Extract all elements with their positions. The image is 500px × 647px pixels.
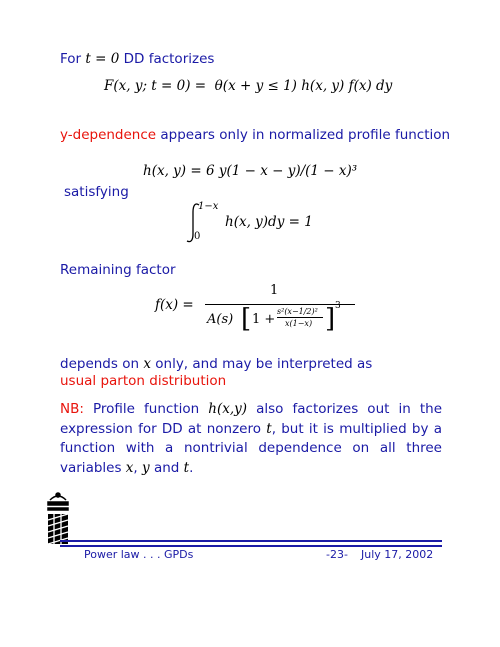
denominator-one-plus: 1 + (252, 312, 276, 327)
intro-line: For t = 0 DD factorizes (60, 51, 215, 67)
footer-page-number: -23- (326, 548, 348, 561)
integral-upper-limit: 1−x (198, 201, 219, 212)
equation-factorization: F(x, y; t = 0) = θ(x + y ≤ 1) h(x, y) f(x) dy (104, 78, 393, 94)
footer-date: July 17, 2002 (361, 548, 434, 561)
exponent: 3 (335, 301, 341, 311)
denominator-A: A(s) (207, 312, 234, 327)
integral-lower-limit: 0 (194, 231, 201, 242)
footer-rule-bottom (60, 545, 442, 547)
footer-title: Power law . . . GPDs (84, 548, 194, 561)
equation-normalization (185, 200, 345, 245)
remaining-factor-label: Remaining factor (60, 262, 176, 278)
t-eq-zero: t = 0 (85, 51, 120, 67)
fraction-numerator: 1 (270, 283, 279, 298)
satisfying-label: satisfying (64, 184, 129, 200)
footer-rule-top (60, 540, 442, 542)
left-bracket: [ (241, 304, 252, 334)
integral-body: h(x, y)dy = 1 (225, 214, 313, 230)
depends-on-text: depends on x only, and may be interpreted as usual parton distribution (60, 356, 373, 389)
inner-numerator: s²(x−1/2)² (277, 307, 318, 316)
equation-profile: h(x, y) = 6 y(1 − x − y)/(1 − x)³ (143, 163, 358, 179)
equation-parton (155, 283, 365, 333)
inner-denominator: x(1−x) (285, 319, 313, 328)
nb-paragraph: NB: Profile function h(x,y) also factorizes out in the expression for DD at nonzero t, but it is multiplied by a function with a nontrivial dependence on all three variables x, y and t. (60, 401, 443, 476)
inner-fraction-bar (277, 317, 323, 318)
y-dependence-line: y-dependence appears only in normalized profile function (60, 127, 451, 143)
right-bracket: ] (325, 304, 336, 334)
f-of-x: f(x) = (155, 297, 194, 313)
